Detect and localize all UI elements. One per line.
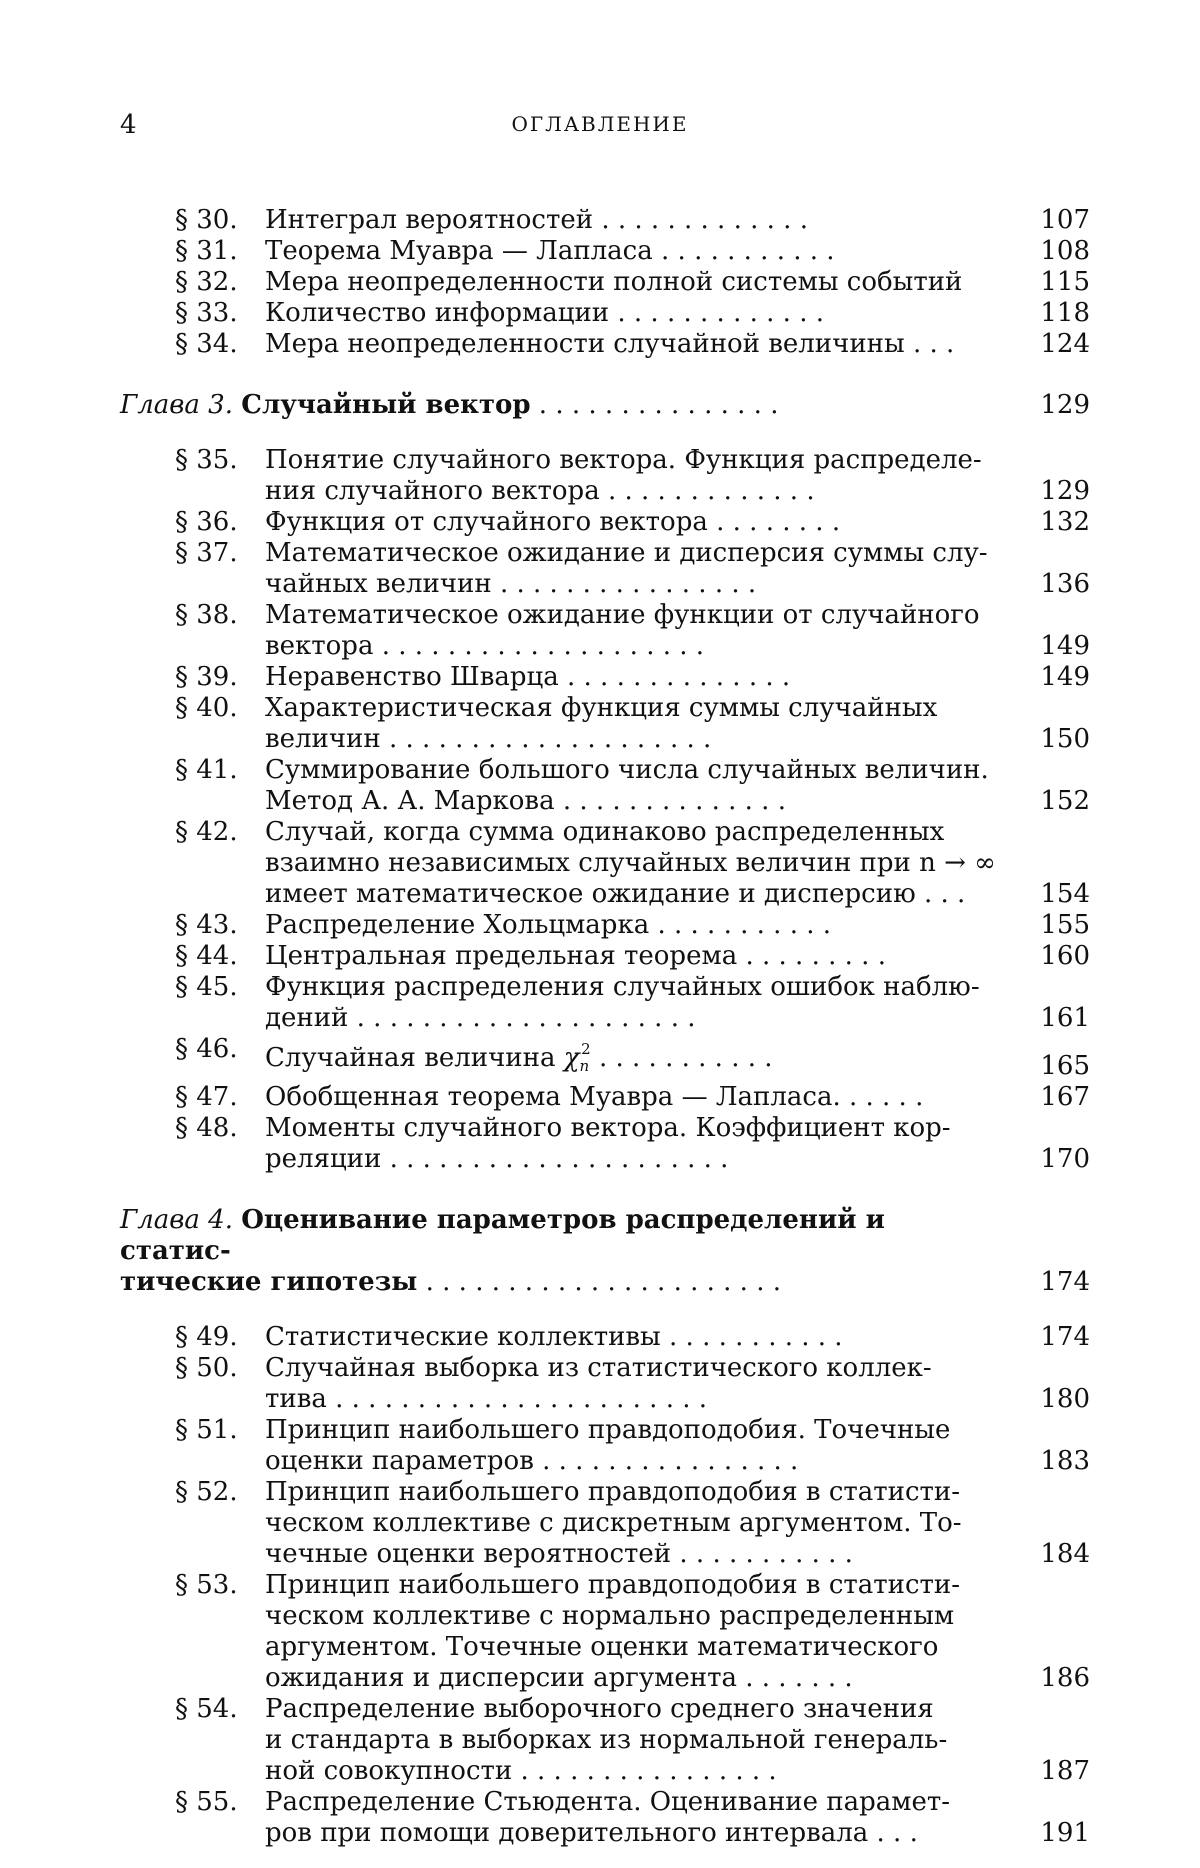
page-ref: 108 [1040,236,1090,266]
chi-subscript: n [579,1057,590,1075]
section-title-line: Неравенство Шварца . . . . . . . . . . . . . . [265,662,791,692]
chapter-title: Случайный вектор [241,390,531,420]
section-number: § 34. [175,329,238,359]
section-title [265,298,1000,329]
section-title [265,538,1000,600]
section-title-line: Принцип наибольшего правдоподобия в статисти- [265,1570,961,1600]
section-title-line: ров при помощи доверительного интервала . . . [265,1818,918,1848]
toc-entry-s43[interactable] [120,910,1090,941]
section-title [265,755,1000,817]
section-title-line: Распределение выборочного среднего значения [265,1694,934,1724]
chi-symbol: χ [563,1043,580,1073]
section-title-line: Функция распределения случайных ошибок наблю- [265,972,980,1002]
section-title-line: реляции . . . . . . . . . . . . . . . . . . . . . [265,1144,729,1174]
toc-entry-s30[interactable] [120,205,1090,236]
chi-superscript: 2 [581,1040,591,1058]
toc-entry-s44[interactable] [120,941,1090,972]
toc-entry-s39[interactable] [120,662,1090,693]
section-number: § 44. [175,941,238,971]
toc-entry-s49[interactable] [120,1322,1090,1353]
page-ref: 187 [1040,1756,1090,1786]
section-title-line: Интеграл вероятностей . . . . . . . . . . . . . [265,205,808,235]
toc-entry-s36[interactable] [120,507,1090,538]
section-title-line: имеет математическое ожидание и дисперсию . . . [265,879,966,909]
section-title [265,1353,1000,1415]
section-title [265,329,1000,360]
section-title-line: Понятие случайного вектора. Функция распределе- [265,445,982,475]
section-title [265,662,1000,693]
section-number: § 52. [175,1477,238,1507]
section-number: § 40. [175,693,238,723]
section-title-line: вектора . . . . . . . . . . . . . . . . . . . . [265,631,705,661]
section-title [265,507,1000,538]
page-ref: 165 [1040,1051,1090,1081]
toc-entry-s48[interactable] [120,1113,1090,1175]
toc-entry-s37[interactable] [120,538,1090,600]
leader-dots: . . . . . . . . . . . . . . . . . . . . . . [417,1267,782,1297]
toc-entry-s51[interactable] [120,1415,1090,1477]
toc-entry-s55[interactable] [120,1787,1090,1849]
chapter-title-block [120,1205,1000,1298]
section-number: § 51. [175,1415,238,1445]
section-number: § 36. [175,507,238,537]
section-title-line: ческом коллективе с дискретным аргументом. То- [265,1508,962,1538]
page-ref: 152 [1040,786,1090,816]
section-title-line: Моменты случайного вектора. Коэффициент кор- [265,1113,951,1143]
section-title [265,1415,1000,1477]
toc-entry-s38[interactable] [120,600,1090,662]
section-title [265,205,1000,236]
section-number: § 38. [175,600,238,630]
section-title-line: чечные оценки вероятностей . . . . . . . . . . . [265,1539,853,1569]
toc-entry-s50[interactable] [120,1353,1090,1415]
section-number: § 42. [175,817,238,847]
toc-entry-s34[interactable] [120,329,1090,360]
section-number: § 48. [175,1113,238,1143]
section-number: § 46. [175,1034,238,1064]
running-head: ОГЛАВЛЕНИЕ [511,112,689,136]
page-number: 4 [120,110,137,140]
toc-entry-s42[interactable] [120,817,1090,910]
section-title [265,1322,1000,1353]
section-title [265,817,1000,910]
toc-entry-s40[interactable] [120,693,1090,755]
section-number: § 50. [175,1353,238,1383]
section-title-line: взаимно независимых случайных величин при n → ∞ [265,848,996,878]
page-ref: 160 [1040,941,1090,971]
section-title-line: величин . . . . . . . . . . . . . . . . . . . . [265,724,712,754]
spacer [120,421,1090,445]
toc-entry-s46[interactable] [120,1034,1090,1082]
page-ref: 174 [1040,1267,1090,1297]
chapter-title-line [120,1205,1000,1267]
section-number: § 41. [175,755,238,785]
toc-entry-s35[interactable] [120,445,1090,507]
page-ref: 161 [1040,1003,1090,1033]
toc-chapter-ch3[interactable] [120,390,1090,421]
section-title-line: тива . . . . . . . . . . . . . . . . . . . . . . . [265,1384,708,1414]
section-title-line: Принцип наибольшего правдоподобия в статисти- [265,1477,961,1507]
section-title-line: Случайная выборка из статистического коллек- [265,1353,932,1383]
section-number: § 37. [175,538,238,568]
section-title-line: Распределение Стьюдента. Оценивание парамет- [265,1787,951,1817]
section-title-line: ния случайного вектора . . . . . . . . . . . . . [265,476,815,506]
section-title [265,910,1000,941]
section-title-line: Обобщенная теорема Муавра — Лапласа. . . . . . [265,1082,924,1112]
section-title-line: Мера неопределенности полной системы событий [265,267,963,297]
section-title-line: Центральная предельная теорема . . . . . . . . . [265,941,886,971]
section-title [265,972,1000,1034]
page-ref: 115 [1040,267,1090,297]
section-title-line: Математическое ожидание и дисперсия суммы слу- [265,538,988,568]
leader-dots: . . . . . . . . . . . . . . . [530,390,779,420]
page-ref: 136 [1040,569,1090,599]
toc-entry-s45[interactable] [120,972,1090,1034]
section-title-line: Теорема Муавра — Лапласа . . . . . . . . . . . [265,236,835,266]
section-title-line: ной совокупности . . . . . . . . . . . . . . . . [265,1756,777,1786]
toc-entry-s32[interactable] [120,267,1090,298]
page-ref: 124 [1040,329,1090,359]
section-title [265,1570,1000,1694]
toc-entry-s53[interactable] [120,1570,1090,1694]
page-ref: 107 [1040,205,1090,235]
table-of-contents [120,205,1090,1849]
chapter-title-line [120,1267,1000,1298]
chapter-title: тические гипотезы [120,1267,418,1297]
section-title-line: Метод А. А. Маркова . . . . . . . . . . . . . . [265,786,786,816]
section-number: § 54. [175,1694,238,1724]
section-title [265,267,1000,298]
section-number: § 55. [175,1787,238,1817]
section-title-line: оценки параметров . . . . . . . . . . . . . . . . [265,1446,799,1476]
section-title-line: Мера неопределенности случайной величины . . . [265,329,955,359]
section-number: § 49. [175,1322,238,1352]
page-ref: 118 [1040,298,1090,328]
page-ref: 154 [1040,879,1090,909]
section-number: § 35. [175,445,238,475]
section-title-line: Случай, когда сумма одинаково распределенных [265,817,945,847]
page-ref: 183 [1040,1446,1090,1476]
section-number: § 53. [175,1570,238,1600]
section-title [265,1113,1000,1175]
section-title-line: Количество информации . . . . . . . . . . . . . [265,298,824,328]
section-title-line: Статистические коллективы . . . . . . . . . . . [265,1322,843,1352]
section-title-text: Случайная величина [265,1043,556,1073]
section-number: § 30. [175,205,238,235]
section-title [265,1787,1000,1849]
section-number: § 33. [175,298,238,328]
toc-entry-s33[interactable] [120,298,1090,329]
section-title-line: Характеристическая функция суммы случайных [265,693,938,723]
section-title-line: чайных величин . . . . . . . . . . . . . . . . [265,569,757,599]
section-number: § 32. [175,267,238,297]
toc-entry-s52[interactable] [120,1477,1090,1570]
section-number: § 43. [175,910,238,940]
page-ref: 184 [1040,1539,1090,1569]
section-number: § 31. [175,236,238,266]
section-number: § 39. [175,662,238,692]
chapter-label: Глава 4. [120,1205,233,1235]
section-title [265,600,1000,662]
page-ref: 180 [1040,1384,1090,1414]
section-title [265,693,1000,755]
page-ref: 149 [1040,662,1090,692]
page-ref: 174 [1040,1322,1090,1352]
toc-entry-s47[interactable] [120,1082,1090,1113]
page-ref: 170 [1040,1144,1090,1174]
toc-entry-s54[interactable] [120,1694,1090,1787]
section-title-line: ожидания и дисперсии аргумента . . . . . . . [265,1663,853,1693]
section-title-line: Принцип наибольшего правдоподобия. Точечные [265,1415,951,1445]
chapter-label: Глава 3. [120,390,233,420]
page-ref: 149 [1040,631,1090,661]
section-title-line: аргументом. Точечные оценки математического [265,1632,939,1662]
section-title [265,236,1000,267]
section-title [265,1082,1000,1113]
section-title-line: Распределение Хольцмарка . . . . . . . . . . . [265,910,832,940]
chapter-title: Оценивание параметров распределений и статис- [120,1205,885,1266]
section-title [265,941,1000,972]
spacer [120,1175,1090,1205]
page-ref: 186 [1040,1663,1090,1693]
section-title-line: и стандарта в выборках из нормальной генераль- [265,1725,948,1755]
page-ref: 191 [1040,1818,1090,1848]
toc-entry-s31[interactable] [120,236,1090,267]
page-ref: 150 [1040,724,1090,754]
chapter-title-line [120,390,1000,421]
section-title-line: Математическое ожидание функции от случайного [265,600,980,630]
page-ref: 167 [1040,1082,1090,1112]
spacer [120,360,1090,390]
leader-dots: . . . . . . . . . . . [590,1043,773,1073]
page-ref: 129 [1040,390,1090,420]
spacer [120,1298,1090,1322]
section-title [265,1477,1000,1570]
page-ref: 129 [1040,476,1090,506]
section-title [265,1034,1000,1082]
section-number: § 45. [175,972,238,1002]
section-title-line: Суммирование большого числа случайных величин. [265,755,989,785]
toc-entry-s41[interactable] [120,755,1090,817]
toc-chapter-ch4[interactable] [120,1205,1090,1298]
section-number: § 47. [175,1082,238,1112]
section-title-line: Функция от случайного вектора . . . . . . . . [265,507,841,537]
section-title-line: ческом коллективе с нормально распределенным [265,1601,955,1631]
section-title-line: дений . . . . . . . . . . . . . . . . . . . . . [265,1003,696,1033]
section-title [265,445,1000,507]
page-ref: 155 [1040,910,1090,940]
section-title [265,1694,1000,1787]
page-ref: 132 [1040,507,1090,537]
